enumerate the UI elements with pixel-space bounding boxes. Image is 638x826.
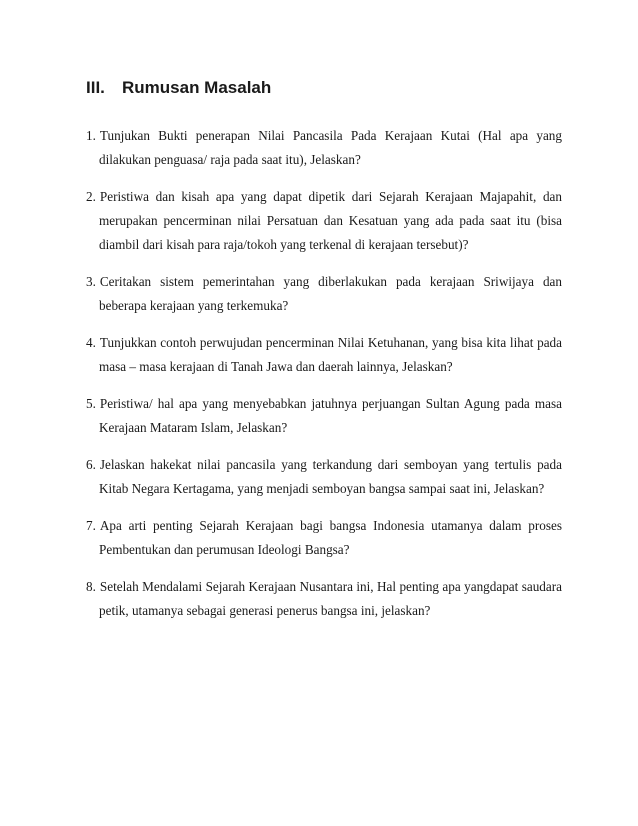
section-number: III. <box>86 78 105 97</box>
question-text: Ceritakan sistem pemerintahan yang diberlakukan pada kerajaan Sriwijaya dan beberapa kerajaan yang terkemuka? <box>99 274 562 313</box>
question-number: 3. <box>86 274 96 289</box>
question-number: 6. <box>86 457 96 472</box>
question-text: Apa arti penting Sejarah Kerajaan bagi bangsa Indonesia utamanya dalam proses Pembentukan dan perumusan Ideologi Bangsa? <box>99 518 562 557</box>
section-title: Rumusan Masalah <box>122 78 272 97</box>
question-number: 8. <box>86 579 96 594</box>
question-item <box>86 270 562 318</box>
question-number: 1. <box>86 128 96 143</box>
question-item <box>86 185 562 257</box>
question-item <box>86 575 562 623</box>
question-text: Setelah Mendalami Sejarah Kerajaan Nusantara ini, Hal penting apa yangdapat saudara petik, utamanya sebagai generasi penerus bangsa ini, jelaskan? <box>99 579 562 618</box>
question-item <box>86 331 562 379</box>
question-number: 2. <box>86 189 96 204</box>
question-item <box>86 392 562 440</box>
question-number: 5. <box>86 396 96 411</box>
question-list <box>86 124 562 636</box>
question-number: 7. <box>86 518 96 533</box>
question-text: Tunjukkan contoh perwujudan pencerminan Nilai Ketuhanan, yang bisa kita lihat pada masa – masa kerajaan di Tanah Jawa dan daerah lainnya, Jelaskan? <box>99 335 562 374</box>
question-item <box>86 124 562 172</box>
question-text: Jelaskan hakekat nilai pancasila yang terkandung dari semboyan yang tertulis pada Kitab Negara Kertagama, yang menjadi semboyan bangsa sampai saat ini, Jelaskan? <box>99 457 562 496</box>
question-item <box>86 453 562 501</box>
question-text: Peristiwa/ hal apa yang menyebabkan jatuhnya perjuangan Sultan Agung pada masa Kerajaan Mataram Islam, Jelaskan? <box>99 396 562 435</box>
question-item <box>86 514 562 562</box>
question-text: Peristiwa dan kisah apa yang dapat dipetik dari Sejarah Kerajaan Majapahit, dan merupakan pencerminan nilai Persatuan dan Kesatuan yang ada pada saat itu (bisa diambil dari kisah para raja/tokoh yang terkenal di kerajaan tersebut)? <box>99 189 562 252</box>
section-heading <box>86 76 271 100</box>
question-text: Tunjukan Bukti penerapan Nilai Pancasila Pada Kerajaan Kutai (Hal apa yang dilakukan penguasa/ raja pada saat itu), Jelaskan? <box>99 128 562 167</box>
question-number: 4. <box>86 335 96 350</box>
